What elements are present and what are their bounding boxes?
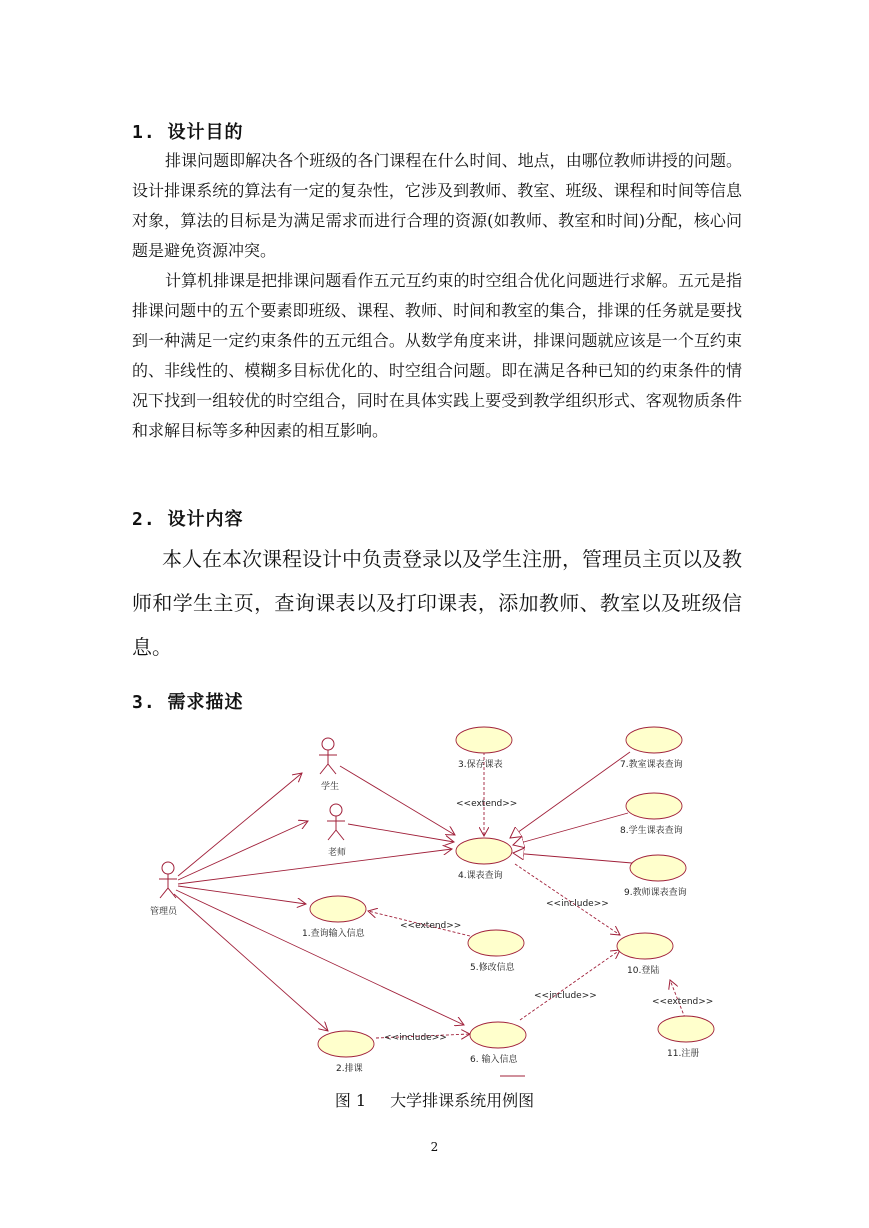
stereotype-include-label: <<include>> [534, 991, 597, 1001]
assoc-admin-coursequery [178, 849, 452, 884]
actor-student [319, 738, 337, 774]
paragraph: 本人在本次课程设计中负责登录以及学生注册，管理员主页以及教师和学生主页，查询课表以及打印课表，添加教师、教室以及班级信息。 [132, 547, 742, 659]
usecase-6-label: 6. 输入信息 [470, 1055, 518, 1065]
diagram-connectors [174, 752, 632, 1076]
usecase-7 [626, 727, 682, 753]
usecase-4 [456, 838, 512, 864]
paragraph: 计算机排课是把排课问题看作五元互约束的时空组合优化问题进行求解。五元是指排课问题中的五个要素即班级、课程、教师、时间和教室的集合，排课的任务就是要找到一种满足一定约束条件的五元组合。从数学角度来讲，排课问题就应该是一个互约束的、非线性的、模糊多目标优化的、时空组合问题。即在满足各种已知的约束条件的情况下找到一组较优的时空组合，同时在具体实践上要受到教学组织形式、客观物质条件和求解目标等多种因素的相互影响。 [132, 271, 742, 440]
usecase-2 [318, 1031, 374, 1057]
actor-admin-label: 管理员 [150, 907, 178, 917]
include-uc6-uc10 [520, 950, 620, 1020]
use-case-diagram [140, 718, 740, 1088]
stereotype-include-label: <<include>> [384, 1033, 447, 1043]
usecase-5 [468, 930, 524, 956]
actor-admin [159, 862, 177, 898]
usecase-3 [456, 727, 512, 753]
usecase-6 [470, 1022, 526, 1048]
assoc-admin-teacher [178, 821, 308, 880]
section-body-purpose [132, 146, 742, 446]
actor-teacher [327, 804, 345, 840]
page-number: 2 [430, 1140, 439, 1154]
assoc-teacher-coursequery [348, 824, 454, 842]
actor-student-icon [322, 738, 334, 750]
usecase-5-label: 5.修改信息 [470, 963, 515, 973]
assoc-student-coursequery [340, 766, 455, 835]
figure-caption-text: 大学排课系统用例图 [390, 1091, 535, 1110]
actor-teacher-icon [330, 804, 342, 816]
gen-uc7-uc4 [510, 752, 630, 838]
usecase-8-label: 8.学生课表查询 [620, 826, 683, 836]
section-heading-content: 2. 设计内容 [132, 509, 244, 530]
usecase-4-label: 4.课表查询 [458, 871, 503, 881]
stereotype-extend-label: <<extend>> [652, 997, 714, 1007]
usecase-1-label: 1.查询输入信息 [302, 929, 365, 939]
usecase-2-label: 2.排课 [336, 1064, 363, 1074]
usecase-3-label: 3.保存课表 [458, 760, 503, 770]
actor-teacher-label: 老师 [328, 848, 347, 858]
gen-uc9-uc4 [513, 853, 632, 863]
section-body-content [132, 537, 742, 669]
section-heading-requirements: 3. 需求描述 [132, 692, 244, 713]
figure-label: 图 1 [334, 1091, 367, 1110]
usecase-1 [310, 896, 366, 922]
stereotype-extend-label: <<extend>> [456, 799, 518, 809]
usecase-10-label: 10.登陆 [627, 966, 660, 976]
actor-student-label: 学生 [321, 782, 340, 792]
gen-uc8-uc4 [513, 813, 628, 845]
actor-admin-icon [162, 862, 174, 874]
stereotype-extend-label: <<extend>> [400, 921, 462, 931]
usecase-11 [658, 1016, 714, 1042]
usecase-7-label: 7.教室课表查询 [620, 760, 683, 770]
paragraph: 排课问题即解决各个班级的各门课程在什么时间、地点，由哪位教师讲授的问题。设计排课系统的算法有一定的复杂性，它涉及到教师、教室、班级、课程和时间等信息对象，算法的目标是为满足需求而进行合理的资源(如教师、教室和时间)分配，核心问题是避免资源冲突。 [132, 151, 742, 260]
assoc-admin-inputquery [178, 886, 306, 904]
usecase-10 [617, 933, 673, 959]
assoc-admin-student [178, 773, 302, 876]
section-heading-purpose: 1. 设计目的 [132, 122, 244, 143]
usecase-9 [630, 855, 686, 881]
usecase-11-label: 11.注册 [667, 1049, 700, 1059]
usecase-9-label: 9.教师课表查询 [624, 888, 687, 898]
use-case-diagram-svg [140, 718, 740, 1088]
stereotype-include-label: <<include>> [546, 899, 609, 909]
figure-caption [0, 1088, 869, 1111]
usecase-8 [626, 793, 682, 819]
assoc-admin-schedule [174, 894, 328, 1031]
